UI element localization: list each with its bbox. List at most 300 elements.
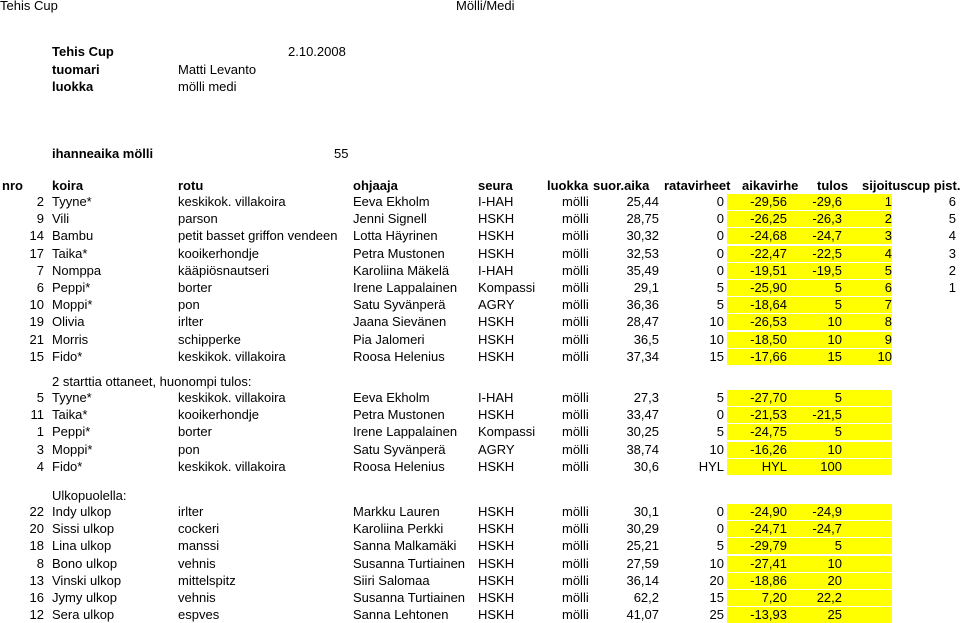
cell-luokka: mölli (562, 424, 589, 440)
cell-tulos: 5 (787, 390, 842, 406)
judge-name: Matti Levanto (178, 62, 257, 77)
table-row (0, 246, 960, 262)
cell-luokka: mölli (562, 607, 589, 623)
cell-koira: Bambu (52, 228, 94, 244)
cell-sijoitus (842, 573, 892, 589)
cell-aikavirhe: -25,90 (727, 280, 787, 296)
cell-ratavirheet: 15 (709, 348, 724, 364)
cell-luokka: mölli (562, 504, 589, 519)
cell-koira: Moppi* (52, 297, 93, 313)
cell-luokka: mölli (562, 228, 589, 244)
col-seura: seura (478, 178, 513, 193)
cell-ohjaaja: Susanna Turtiainen (353, 590, 466, 605)
cell-seura: HSKH (478, 407, 515, 423)
cell-rotu: irlter (178, 504, 204, 519)
cell-tulos: 22,2 (787, 590, 842, 606)
cell-cup (892, 573, 956, 589)
cell-rotu: kooikerhondje (178, 407, 259, 423)
cell-ratavirheet: 5 (716, 424, 724, 440)
cell-ohjaaja: Markku Lauren (353, 504, 440, 519)
judge-label: tuomari (52, 62, 100, 77)
cell-rotu: pon (178, 441, 200, 457)
cell-tulos: 25 (787, 607, 842, 623)
cell-luokka: mölli (562, 280, 589, 295)
cell-rotu: manssi (178, 538, 220, 554)
cell-aikavirhe: -29,56 (727, 194, 787, 210)
table-row (0, 297, 960, 313)
cell-sijoitus (842, 442, 892, 458)
cell-seura: HSKH (478, 331, 515, 347)
cell-ratavirheet: 5 (716, 538, 724, 554)
cell-nro: 8 (36, 555, 44, 571)
cell-cup (892, 459, 956, 475)
cell-seura: HSKH (478, 314, 515, 330)
cell-nro: 15 (29, 348, 44, 364)
cell-nro: 9 (36, 211, 44, 227)
cell-cup (892, 607, 956, 623)
cell-ratavirheet: 0 (716, 194, 724, 209)
cell-cup (892, 556, 956, 572)
cell-seura: HSKH (478, 504, 515, 519)
cell-ohjaaja: Roosa Helenius (353, 458, 445, 474)
cell-tulos: 5 (787, 280, 842, 296)
table-row (0, 194, 960, 210)
cell-rotu: espves (178, 607, 220, 623)
cell-rotu: schipperke (178, 331, 241, 347)
cell-tulos: 10 (787, 442, 842, 458)
cell-sijoitus (842, 521, 892, 537)
cell-seura: HSKH (478, 572, 515, 588)
cell-nro: 14 (29, 228, 44, 244)
cell-ohjaaja: Lotta Häyrinen (353, 228, 438, 244)
cell-cup (892, 504, 956, 520)
cell-aika: 30,25 (626, 424, 659, 440)
cell-aika: 62,2 (633, 590, 659, 605)
cell-cup (892, 424, 956, 440)
cell-aika: 30,32 (626, 228, 659, 244)
cell-aika: 35,49 (626, 262, 659, 278)
cell-aikavirhe: -24,90 (727, 504, 787, 520)
cell-ohjaaja: Sanna Lehtonen (353, 607, 449, 623)
table-row (0, 349, 960, 365)
cell-luokka: mölli (562, 441, 589, 457)
cell-aika: 25,21 (626, 538, 659, 554)
cell-tulos: 15 (787, 349, 842, 365)
cell-seura: HSKH (478, 521, 515, 537)
table-row (0, 263, 960, 279)
cell-rotu: keskikok. villakoira (178, 194, 286, 209)
table-row (0, 521, 960, 537)
cell-koira: Sissi ulkop (52, 521, 115, 537)
cell-nro: 3 (36, 441, 44, 457)
cell-aikavirhe: -24,71 (727, 521, 787, 537)
cell-ohjaaja: Satu Syvänperä (353, 297, 446, 313)
cell-sijoitus (842, 607, 892, 623)
cell-luokka: mölli (562, 572, 589, 588)
cell-seura: HSKH (478, 211, 515, 227)
cell-tulos: -24,7 (787, 521, 842, 537)
cell-sijoitus: 2 (842, 211, 892, 227)
cell-cup (892, 314, 956, 330)
cell-cup (892, 407, 956, 423)
cell-luokka: mölli (562, 458, 589, 474)
page-header-center: Mölli/Medi (456, 0, 515, 13)
cell-luokka: mölli (562, 314, 589, 330)
cell-aika: 28,47 (626, 314, 659, 330)
cell-tulos: -24,7 (787, 228, 842, 244)
cell-luokka: mölli (562, 262, 589, 278)
table-row (0, 442, 960, 458)
cell-nro: 7 (36, 262, 44, 278)
cell-luokka: mölli (562, 390, 589, 405)
cell-luokka: mölli (562, 590, 589, 605)
cell-koira: Peppi* (52, 424, 91, 440)
cell-sijoitus (842, 504, 892, 520)
cell-sijoitus: 4 (842, 246, 892, 262)
cell-ratavirheet: 25 (709, 607, 724, 623)
cell-sijoitus: 1 (842, 194, 892, 210)
cell-rotu: borter (178, 280, 212, 295)
cell-aika: 38,74 (626, 441, 659, 457)
cell-nro: 6 (36, 280, 44, 295)
cell-ohjaaja: Eeva Ekholm (353, 194, 430, 209)
cell-nro: 10 (29, 297, 44, 313)
cell-aika: 30,6 (633, 458, 659, 474)
cell-rotu: vehnis (178, 590, 216, 605)
cell-ohjaaja: Roosa Helenius (353, 348, 445, 364)
cell-nro: 18 (29, 538, 44, 554)
cell-seura: AGRY (478, 441, 515, 457)
cell-aika: 37,34 (626, 348, 659, 364)
cell-rotu: kooikerhondje (178, 245, 259, 261)
table-row (0, 573, 960, 589)
ideal-time-label: ihanneaika mölli (52, 146, 154, 161)
cell-ohjaaja: Petra Mustonen (353, 407, 445, 423)
cell-rotu: irlter (178, 314, 204, 330)
cell-seura: HSKH (478, 590, 515, 605)
cell-koira: Tyyne* (52, 390, 92, 405)
cell-ohjaaja: Jaana Sievänen (353, 314, 447, 330)
cell-tulos: -24,9 (787, 504, 842, 520)
cell-ratavirheet: 10 (709, 441, 724, 457)
cell-sijoitus (842, 590, 892, 606)
cell-rotu: kääpiösnautseri (178, 262, 270, 278)
cell-aika: 28,75 (626, 211, 659, 227)
table-row (0, 424, 960, 440)
cell-aikavirhe: -24,68 (727, 228, 787, 244)
cell-tulos: -22,5 (787, 246, 842, 262)
cell-seura: HSKH (478, 245, 515, 261)
cell-sijoitus: 8 (842, 314, 892, 330)
cell-nro: 13 (29, 572, 44, 588)
cell-sijoitus: 7 (842, 297, 892, 313)
cell-ratavirheet: 15 (709, 590, 724, 605)
cell-nro: 21 (29, 331, 44, 347)
cell-cup (892, 442, 956, 458)
cell-aikavirhe: -16,26 (727, 442, 787, 458)
cell-ohjaaja: Pia Jalomeri (353, 331, 425, 347)
cell-koira: Fido* (52, 348, 83, 364)
page-header-left: Tehis Cup (0, 0, 58, 13)
cell-koira: Moppi* (52, 441, 93, 457)
cell-sijoitus: 3 (842, 228, 892, 244)
cell-koira: Bono ulkop (52, 555, 118, 571)
cell-aika: 29,1 (633, 280, 659, 295)
cell-aikavirhe: -22,47 (727, 246, 787, 262)
cell-aikavirhe: -29,79 (727, 538, 787, 554)
table-row (0, 504, 960, 520)
cell-rotu: cockeri (178, 521, 220, 537)
cell-sijoitus (842, 407, 892, 423)
cell-nro: 4 (36, 458, 44, 474)
table-row (0, 390, 960, 406)
cell-aikavirhe: -19,51 (727, 263, 787, 279)
cell-tulos: 5 (787, 538, 842, 554)
cell-tulos: 100 (787, 459, 842, 475)
cell-ratavirheet: 0 (716, 211, 724, 227)
table-row (0, 332, 960, 348)
cell-nro: 11 (30, 407, 44, 423)
cell-aika: 36,14 (626, 572, 659, 588)
cell-ratavirheet: 5 (716, 280, 724, 295)
cell-luokka: mölli (562, 555, 589, 571)
cell-seura: HSKH (478, 538, 515, 554)
cell-tulos: 5 (787, 297, 842, 313)
cell-aikavirhe: -13,93 (727, 607, 787, 623)
cell-sijoitus (842, 459, 892, 475)
cell-koira: Jymy ulkop (52, 590, 118, 605)
cell-koira: Nomppa (52, 262, 102, 278)
col-cup-pist: cup pist. (907, 178, 960, 193)
cell-nro: 12 (29, 607, 44, 623)
cell-cup: 6 (948, 194, 956, 209)
cell-rotu: parson (178, 211, 218, 227)
cell-ratavirheet: 5 (716, 390, 724, 405)
cell-cup: 3 (948, 245, 956, 261)
table-row (0, 538, 960, 554)
cell-luokka: mölli (562, 348, 589, 364)
cell-aika: 27,3 (633, 390, 659, 405)
cell-sijoitus: 9 (842, 332, 892, 348)
cell-tulos: 10 (787, 332, 842, 348)
cell-sijoitus: 6 (842, 280, 892, 296)
cell-aika: 41,07 (626, 607, 659, 623)
class-label: luokka (52, 79, 94, 94)
cell-koira: Fido* (52, 458, 83, 474)
cell-rotu: keskikok. villakoira (178, 458, 286, 474)
table-row (0, 407, 960, 423)
cell-tulos: 10 (787, 556, 842, 572)
cell-tulos: 5 (787, 424, 842, 440)
cell-aikavirhe: -18,86 (727, 573, 787, 589)
cell-aika: 33,47 (626, 407, 659, 423)
cell-koira: Peppi* (52, 280, 91, 295)
cell-seura: I-HAH (478, 194, 514, 209)
cell-cup: 2 (948, 262, 956, 278)
cell-rotu: vehnis (178, 555, 216, 571)
cell-aikavirhe: -27,41 (727, 556, 787, 572)
table-row (0, 211, 960, 227)
cell-aika: 36,5 (633, 331, 659, 347)
cell-ratavirheet: 10 (709, 331, 724, 347)
cell-cup (892, 297, 956, 313)
cell-ratavirheet: 10 (709, 555, 724, 571)
cell-aika: 36,36 (626, 297, 659, 313)
cell-ratavirheet: 0 (716, 262, 724, 278)
cell-aikavirhe: -24,75 (727, 424, 787, 440)
cell-aika: 30,1 (633, 504, 659, 519)
cell-sijoitus: 5 (842, 263, 892, 279)
cell-ohjaaja: Irene Lappalainen (353, 424, 458, 440)
column-header-row (0, 178, 960, 194)
cell-luokka: mölli (562, 407, 589, 423)
cell-ratavirheet: 0 (716, 245, 724, 261)
cell-rotu: pon (178, 297, 200, 313)
cell-ohjaaja: Sanna Malkamäki (353, 538, 457, 554)
cell-cup: 4 (948, 228, 956, 244)
cell-seura: Kompassi (478, 280, 536, 295)
col-suor-aika: suor.aika (593, 178, 650, 193)
col-aikavirhe: aikavirhe (742, 178, 799, 193)
table-row (0, 314, 960, 330)
cell-rotu: borter (178, 424, 212, 440)
cell-aikavirhe: -26,25 (727, 211, 787, 227)
cell-ohjaaja: Jenni Signell (353, 211, 427, 227)
cell-sijoitus (842, 390, 892, 406)
cell-tulos: -26,3 (787, 211, 842, 227)
table-row (0, 556, 960, 572)
col-sijoitus: sijoitus (862, 178, 908, 193)
cell-cup: 1 (948, 280, 956, 295)
cell-ratavirheet: 0 (716, 228, 724, 244)
cell-aika: 32,53 (626, 245, 659, 261)
cell-aikavirhe: -26,53 (727, 314, 787, 330)
cell-seura: I-HAH (478, 262, 514, 278)
cell-luokka: mölli (562, 538, 589, 554)
cell-ohjaaja: Irene Lappalainen (353, 280, 458, 295)
cell-koira: Vinski ulkop (52, 572, 122, 588)
cell-koira: Taika* (52, 407, 88, 423)
cell-ohjaaja: Satu Syvänperä (353, 441, 446, 457)
cell-ratavirheet: 0 (716, 407, 724, 423)
cell-ohjaaja: Karoliina Perkki (353, 521, 444, 537)
cell-seura: Kompassi (478, 424, 536, 440)
cell-nro: 5 (36, 390, 44, 405)
cell-rotu: keskikok. villakoira (178, 348, 286, 364)
cell-luokka: mölli (562, 331, 589, 347)
outside-title: Ulkopuolella: (52, 488, 127, 503)
cell-nro: 20 (29, 521, 44, 537)
cell-nro: 2 (36, 194, 44, 209)
cell-aikavirhe: -17,66 (727, 349, 787, 365)
cell-nro: 1 (36, 424, 44, 440)
cell-ohjaaja: Eeva Ekholm (353, 390, 430, 405)
cell-cup (892, 538, 956, 554)
cell-cup (892, 590, 956, 606)
cell-nro: 16 (29, 590, 44, 605)
cell-cup: 5 (948, 211, 956, 227)
cell-ratavirheet: 20 (709, 572, 724, 588)
cell-rotu: keskikok. villakoira (178, 390, 286, 405)
cell-aikavirhe: -21,53 (727, 407, 787, 423)
col-ratavirheet: ratavirheet (664, 178, 731, 193)
cell-cup (892, 332, 956, 348)
cell-ratavirheet: HYL (698, 458, 724, 474)
table-row (0, 590, 960, 606)
cell-cup (892, 349, 956, 365)
cell-ohjaaja: Susanna Turtiainen (353, 555, 466, 571)
second-start-title: 2 starttia ottaneet, huonompi tulos: (52, 374, 252, 389)
event-date: 2.10.2008 (288, 44, 346, 59)
cell-koira: Morris (52, 331, 89, 347)
cell-ratavirheet: 10 (709, 314, 724, 330)
cell-aikavirhe: -27,70 (727, 390, 787, 406)
cell-ohjaaja: Karoliina Mäkelä (353, 262, 450, 278)
cell-tulos: -29,6 (787, 194, 842, 210)
col-ohjaaja: ohjaaja (353, 178, 398, 193)
cell-aika: 30,29 (626, 521, 659, 537)
cell-luokka: mölli (562, 297, 589, 313)
table-row (0, 607, 960, 623)
cell-cup (892, 521, 956, 537)
cell-koira: Tyyne* (52, 194, 92, 209)
cell-seura: HSKH (478, 607, 515, 623)
cell-cup (892, 390, 956, 406)
cell-aikavirhe: 7,20 (727, 590, 787, 606)
cell-aikavirhe: -18,50 (727, 332, 787, 348)
cell-tulos: 20 (787, 573, 842, 589)
cell-aikavirhe: HYL (727, 459, 787, 475)
cell-sijoitus (842, 424, 892, 440)
cell-sijoitus (842, 556, 892, 572)
cell-luokka: mölli (562, 521, 589, 537)
cell-tulos: -19,5 (787, 263, 842, 279)
col-luokka: luokka (547, 178, 589, 193)
cell-rotu: mittelspitz (178, 572, 236, 588)
ideal-time-value: 55 (334, 146, 349, 161)
cell-nro: 19 (29, 314, 44, 330)
cell-seura: I-HAH (478, 390, 514, 405)
event-label: Tehis Cup (52, 44, 114, 59)
cell-ohjaaja: Siiri Salomaa (353, 572, 430, 588)
cell-koira: Indy ulkop (52, 504, 112, 519)
cell-koira: Sera ulkop (52, 607, 115, 623)
cell-aika: 25,44 (626, 194, 659, 209)
cell-seura: HSKH (478, 348, 515, 364)
cell-seura: HSKH (478, 228, 515, 244)
cell-ratavirheet: 0 (716, 504, 724, 519)
cell-ratavirheet: 0 (716, 521, 724, 537)
cell-sijoitus: 10 (842, 349, 892, 365)
cell-sijoitus (842, 538, 892, 554)
cell-ohjaaja: Petra Mustonen (353, 245, 445, 261)
cell-seura: HSKH (478, 555, 515, 571)
col-nro: nro (2, 178, 23, 193)
cell-nro: 17 (29, 245, 44, 261)
table-row (0, 280, 960, 296)
cell-luokka: mölli (562, 194, 589, 209)
cell-tulos: 10 (787, 314, 842, 330)
class-value: mölli medi (178, 79, 237, 94)
col-koira: koira (52, 178, 84, 193)
col-rotu: rotu (178, 178, 204, 193)
table-row (0, 228, 960, 244)
cell-nro: 22 (29, 504, 44, 519)
cell-aikavirhe: -18,64 (727, 297, 787, 313)
table-row (0, 459, 960, 475)
cell-tulos: -21,5 (787, 407, 842, 423)
cell-seura: HSKH (478, 458, 515, 474)
